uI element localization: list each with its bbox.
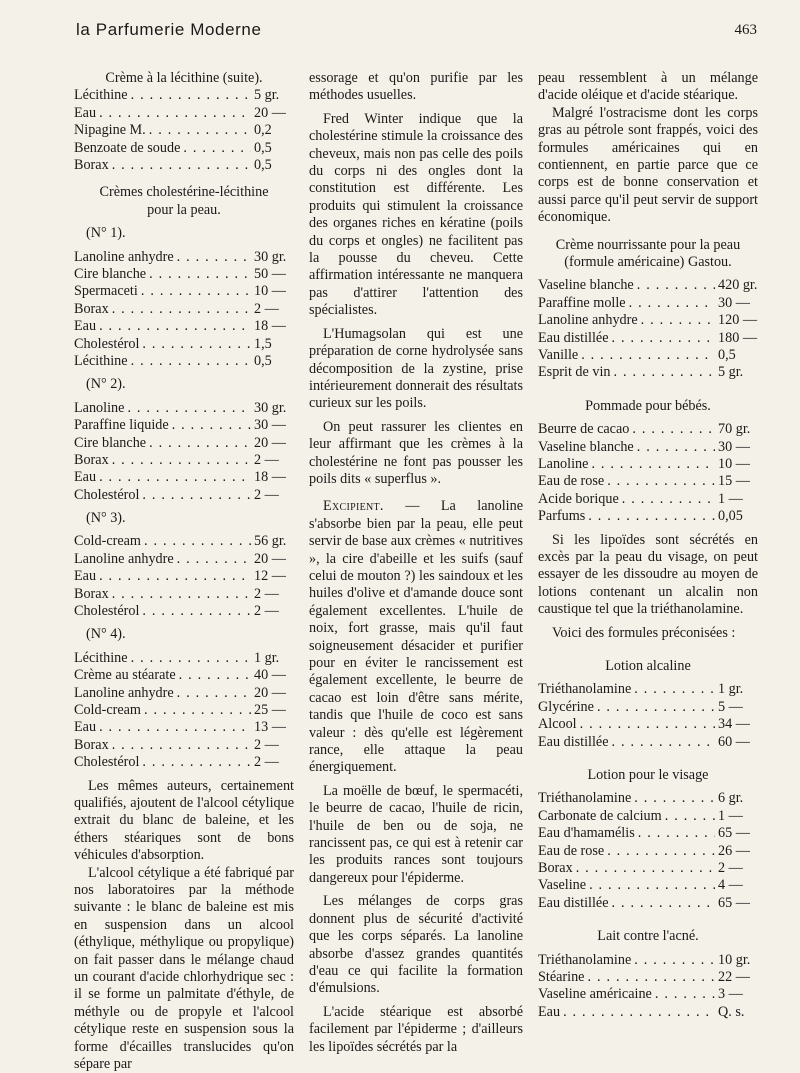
ingredient-quantity: 3 — [718,986,743,1003]
ingredient-name: Eau [74,719,97,736]
formula-number: (N° 4). [86,626,126,643]
leader-dots [112,737,251,754]
ingredient-quantity: 2 — [254,585,279,602]
leader-dots [634,790,715,807]
ingredient-row [538,790,758,807]
ingredient-quantity: 180 — [718,329,758,346]
leader-dots [563,1004,715,1021]
leader-dots [99,719,251,736]
excipient-label: Excipient. [323,498,384,515]
leader-dots [629,295,715,312]
ingredient-name: Eau distillée [538,733,609,750]
ingredient-quantity: 65 — [718,894,750,911]
ingredient-quantity: 18 — [254,469,286,486]
ingredient-name: Borax [74,300,109,317]
ingredient-row [74,400,294,417]
section-title: Crème nourrissante pour la peau [555,236,741,253]
ingredient-name: Eau [74,469,97,486]
ingredient-name: Borax [74,451,109,468]
ingredient-quantity: 2 — [254,451,279,468]
ingredient-row [74,469,294,486]
ingredient-quantity: 0,5 [718,347,736,364]
ingredient-quantity: Q. s. [718,1003,745,1020]
ingredient-row [74,87,294,104]
ingredient-row [538,808,758,825]
ingredient-row [74,551,294,568]
ingredient-row [538,312,758,329]
ingredient-quantity: 420 gr. [718,277,758,294]
ingredient-quantity: 10 — [254,283,286,300]
ingredient-row [538,877,758,894]
ingredient-row [74,737,294,754]
ingredient-row [74,702,294,719]
leader-dots [597,699,715,716]
ingredient-row [538,439,758,456]
ingredient-quantity: 50 — [254,265,286,282]
ingredient-list [74,400,294,504]
leader-dots [99,469,251,486]
section-title: Pommade pour bébés. [585,397,711,414]
ingredient-quantity: 1,5 [254,335,272,352]
ingredient-name: Borax [74,156,109,173]
page-header [0,0,800,66]
ingredient-row [538,734,758,751]
section-title: Crèmes cholestérine-lécithine [99,184,269,201]
ingredient-name: Eau [74,568,97,585]
ingredient-quantity: 60 — [718,733,750,750]
ingredient-quantity: 34 — [718,716,750,733]
leader-dots [637,439,715,456]
leader-dots [99,318,251,335]
ingredient-quantity: 65 — [718,825,750,842]
ingredient-name: Cire blanche [74,265,147,282]
ingredient-row [74,667,294,684]
ingredient-list [538,952,758,1022]
ingredient-name: Stéarine [538,968,585,985]
leader-dots [665,808,715,825]
ingredient-name: Lécithine [74,352,128,369]
ingredient-quantity: 2 — [254,486,279,503]
ingredient-list [74,87,294,174]
paragraph: L'Humagsolan qui est une préparation de corne hydrolysée sans décomposition de la zystine, prise intérieurement donnerait des résultats curieux sur les poils. [309,325,523,412]
ingredient-row [538,347,758,364]
paragraph: La moëlle de bœuf, le spermacéti, le beurre de cacao, l'huile de ricin, l'huile de ben ou de soja, ne rancissent pas, ce qui est à retenir car les produits rances sont toujours dangereux pour l'épiderme. [309,782,523,886]
ingredient-row [538,508,758,525]
leader-dots [177,249,251,266]
leader-dots [632,421,715,438]
ingredient-quantity: 30 — [254,417,286,434]
ingredient-name: Vaseline américaine [538,986,652,1003]
ingredient-row [538,491,758,508]
section-title: Lotion pour le visage [587,766,709,783]
ingredient-name: Spermaceti [74,283,138,300]
leader-dots [141,283,251,300]
ingredient-row [538,421,758,438]
ingredient-row [74,122,294,139]
ingredient-quantity: 15 — [718,473,750,490]
ingredient-name: Eau d'hamamélis [538,825,635,842]
ingredient-quantity: 20 — [254,684,286,701]
ingredient-name: Lanoline anhydre [538,312,638,329]
leader-dots [576,860,715,877]
section-title: Lotion alcaline [605,658,691,674]
ingredient-quantity: 30 gr. [254,399,287,416]
ingredient-quantity: 1 — [718,807,743,824]
leader-dots [149,122,251,139]
leader-dots [179,667,251,684]
ingredient-name: Borax [74,585,109,602]
section-title-cont: (formule américaine) Gastou. [564,254,732,271]
ingredient-row [74,586,294,603]
ingredient-quantity: 2 — [254,603,279,620]
leader-dots [144,702,251,719]
leader-dots [131,87,251,104]
ingredient-name: Lanoline [74,399,125,416]
leader-dots [142,487,251,504]
leader-dots [641,312,715,329]
ingredient-name: Crème au stéarate [74,667,176,684]
column-2 [309,70,523,1056]
ingredient-name: Lanoline [538,456,589,472]
leader-dots [177,551,251,568]
ingredient-row [538,825,758,842]
ingredient-row [74,266,294,283]
ingredient-list [538,277,758,381]
ingredient-row [538,277,758,294]
leader-dots [638,825,715,842]
ingredient-quantity: 2 — [254,754,279,771]
ingredient-row [538,895,758,912]
leader-dots [607,843,715,860]
leader-dots [634,952,715,969]
paragraph: essorage et qu'on purifie par les méthodes usuelles. [309,70,523,104]
ingredient-quantity: 56 gr. [254,533,287,550]
paragraph: Si les lipoïdes sont sécrétés en excès par la peau du visage, on peut essayer de les dissoudre au moyen de lotions contenant un alcalin non caustique tel que la triéthanolamine. [538,531,758,618]
leader-dots [112,586,251,603]
section-title-cont: pour la peau. [147,201,221,218]
ingredient-quantity: 5 gr. [254,87,280,104]
ingredient-name: Eau [538,1003,561,1020]
ingredient-quantity: 30 — [718,294,750,311]
ingredient-row [74,650,294,667]
ingredient-row [74,719,294,736]
ingredient-name: Cholestérol [74,486,140,503]
ingredient-name: Eau distillée [538,329,609,346]
ingredient-row [74,685,294,702]
leader-dots [637,277,715,294]
leader-dots [591,456,715,473]
ingredient-row [74,140,294,157]
ingredient-list [74,650,294,772]
ingredient-row [538,456,758,473]
ingredient-name: Vaseline [538,877,587,894]
ingredient-list [538,421,758,525]
leader-dots [112,301,251,318]
ingredient-name: Lanoline anhydre [74,550,174,567]
leader-dots [112,452,251,469]
paragraph: L'alcool cétylique a été fabriqué par nos laboratoires par la méthode suivante : le blanc de baleine est mis en suspension dans un alcool (éthylique, méthylique ou propylique) on fait passer dans le mélange chaud un courant d'acide chlorhydrique sec : il se forme un palmitate d'éthyle, de méthyle ou de propyle et l'alcool cétylique reste en suspension sous la forme d'écailles translucides qu'on sépare par [74,864,294,1073]
leader-dots [183,140,251,157]
ingredient-name: Eau de rose [538,473,605,490]
ingredient-list [74,533,294,620]
leader-dots [149,266,251,283]
formula-number: (N° 2). [86,376,126,393]
leader-dots [177,685,251,702]
ingredient-row [538,969,758,986]
ingredient-row [538,364,758,381]
ingredient-row [538,1004,758,1021]
paragraph: Les mélanges de corps gras donnent plus de sécurité d'activité que les corps séparés. La lanoline absorbe d'assez grandes quantités d'eau ce qui facilite la formation d'émulsions. [309,893,523,997]
ingredient-name: Cholestérol [74,603,140,620]
leader-dots [612,895,715,912]
ingredient-quantity: 25 — [254,702,286,718]
ingredient-quantity: 10 — [718,456,750,472]
ingredient-name: Cholestérol [74,335,140,352]
ingredient-quantity: 1 gr. [718,681,744,698]
leader-dots [607,473,715,490]
ingredient-quantity: 10 gr. [718,951,751,968]
ingredient-list [538,681,758,751]
leader-dots [131,353,251,370]
ingredient-row [74,283,294,300]
ingredient-name: Triéthanolamine [538,790,632,807]
leader-dots [614,364,715,381]
ingredient-name: Paraffine molle [538,294,626,311]
ingredient-row [74,105,294,122]
leader-dots [99,105,251,122]
excipient-text: — La lanoline s'absorbe bien par la peau, elle peut servir de base aux crèmes « nutritives », la cire d'abeille et les suifs (sauf celui de mouton ?) les saindoux et les huiles d'olive et d'amande douce sont également excellentes. L'huile de noix, fort grasse, mais qu'il faut soigneusement désacider et purifier pour en éviter le rancissement est également excellente, le beurre de cacao est loin d'être sans mérite, tandis que l'huile de coco est sans valeur : dès qu'elle est légèrement rance, elle attaque la peau énergiquement. [309,498,524,776]
ingredient-name: Cold-cream [74,533,141,550]
ingredient-row [538,681,758,698]
ingredient-quantity: 0,5 [254,352,272,369]
ingredient-list [74,249,294,371]
leader-dots [612,734,715,751]
ingredient-row [74,435,294,452]
ingredient-quantity: 20 — [254,434,286,451]
paragraph: Fred Winter indique que la cholestérine stimule la croissance des cheveux, mais non pas celle des poils du corps ni des ongles dont la constitution est différente. Les produits qui stimulent la croissance des organes riches en kératine (poils du corps et ongles) ne facilitent pas la pousse du cheveu. Cette affirmation intéressante ne manquera pas d'attirer l'attention des spécialistes. [309,110,523,319]
ingredient-name: Triéthanolamine [538,951,632,968]
leader-dots [112,157,251,174]
ingredient-name: Paraffine liquide [74,417,169,434]
ingredient-name: Acide borique [538,490,619,507]
ingredient-quantity: 26 — [718,842,750,859]
ingredient-row [74,487,294,504]
leader-dots [144,533,251,550]
leader-dots [172,417,251,434]
formula-number: (N° 1). [86,225,126,242]
ingredient-row [74,533,294,550]
leader-dots [581,347,715,364]
formula-title: Crème à la lécithine (suite). [105,70,263,86]
ingredient-name: Esprit de vin [538,364,611,381]
ingredient-quantity: 0,5 [254,139,272,156]
ingredient-quantity: 2 — [254,300,279,317]
ingredient-name: Triéthanolamine [538,681,632,698]
ingredient-row [538,986,758,1003]
ingredient-name: Cold-cream [74,702,141,718]
ingredient-row [538,699,758,716]
ingredient-name: Beurre de cacao [538,421,630,438]
leader-dots [149,435,251,452]
running-title: la Parfumerie Moderne [76,20,262,39]
leader-dots [612,330,715,347]
ingredient-quantity: 5 — [718,698,743,715]
ingredient-name: Lécithine [74,649,128,666]
leader-dots [142,603,251,620]
leader-dots [127,400,251,417]
ingredient-quantity: 12 — [254,568,286,585]
paragraph: Voici des formules préconisées : [552,624,736,641]
formula-number: (N° 3). [86,510,126,527]
paragraph: Malgré l'ostracisme dont les corps gras au pétrole sont frappés, voici des formules américaines qui en contiennent, en partie parce que ce corps est de bonne conservation et aussi parce qu'il peut servir de support économique. [538,104,758,226]
leader-dots [142,336,251,353]
ingredient-name: Alcool [538,716,577,733]
ingredient-name: Vaseline blanche [538,277,634,294]
leader-dots [587,969,715,986]
ingredient-name: Eau [74,318,97,335]
paragraph-excipient [309,498,523,777]
ingredient-name: Eau [74,104,97,121]
ingredient-quantity: 2 — [718,859,743,876]
section-title: Lait contre l'acné. [597,928,699,945]
ingredient-quantity: 1 — [718,490,743,507]
ingredient-row [74,754,294,771]
ingredient-name: Cholestérol [74,754,140,771]
ingredient-name: Lécithine [74,87,128,104]
column-1 [74,70,294,1073]
paragraph: peau ressemblent à un mélange d'acide oléique et d'acide stéarique. [538,70,758,104]
page-number: 463 [734,22,757,38]
ingredient-name: Benzoate de soude [74,139,181,156]
ingredient-list [538,790,758,912]
ingredient-quantity: 0,5 [254,156,272,173]
ingredient-quantity: 20 — [254,550,286,567]
ingredient-row [74,318,294,335]
leader-dots [622,491,715,508]
ingredient-quantity: 6 gr. [718,790,744,807]
ingredient-row [74,452,294,469]
leader-dots [588,508,715,525]
ingredient-row [538,952,758,969]
ingredient-row [538,295,758,312]
ingredient-quantity: 5 gr. [718,364,744,381]
leader-dots [655,986,715,1003]
ingredient-name: Borax [74,736,109,753]
ingredient-quantity: 4 — [718,877,743,894]
ingredient-name: Carbonate de calcium [538,807,662,824]
ingredient-name: Nipagine M. [74,122,146,139]
paragraph: Les mêmes auteurs, certainement qualifiés, ajoutent de l'alcool cétylique extrait du blanc de baleine, et les éthers stéariques sont de bons véhicules d'absorption. [74,777,294,864]
ingredient-row [74,157,294,174]
ingredient-row [74,353,294,370]
ingredient-name: Parfums [538,508,586,525]
ingredient-quantity: 20 — [254,104,286,121]
leader-dots [99,568,251,585]
ingredient-quantity: 1 gr. [254,649,280,666]
paragraph: L'acide stéarique est absorbé facilement par l'épiderme ; d'ailleurs les lipoïdes sécrétés par la [309,1003,523,1055]
ingredient-row [74,336,294,353]
ingredient-quantity: 30 gr. [254,248,287,265]
ingredient-quantity: 30 — [718,438,750,455]
ingredient-quantity: 2 — [254,736,279,753]
column-3 [538,70,758,1021]
ingredient-quantity: 18 — [254,318,286,335]
ingredient-quantity: 120 — [718,312,758,329]
ingredient-row [74,603,294,620]
ingredient-name: Eau distillée [538,894,609,911]
ingredient-name: Cire blanche [74,434,147,451]
ingredient-quantity: 40 — [254,667,286,684]
ingredient-row [538,330,758,347]
ingredient-row [538,843,758,860]
ingredient-row [74,249,294,266]
ingredient-name: Lanoline anhydre [74,248,174,265]
ingredient-row [74,568,294,585]
ingredient-row [538,716,758,733]
leader-dots [580,716,715,733]
ingredient-name: Eau de rose [538,842,605,859]
leader-dots [142,754,251,771]
ingredient-name: Vanille [538,347,579,364]
ingredient-row [74,417,294,434]
ingredient-quantity: 22 — [718,968,750,985]
ingredient-name: Vaseline blanche [538,438,634,455]
ingredient-name: Lanoline anhydre [74,684,174,701]
ingredient-row [538,860,758,877]
ingredient-name: Borax [538,859,573,876]
ingredient-row [538,473,758,490]
ingredient-quantity: 70 gr. [718,421,751,438]
ingredient-row [74,301,294,318]
ingredient-quantity: 0,05 [718,508,743,525]
paragraph: On peut rassurer les clientes en leur affirmant que les crèmes à la cholestérine ne font pas pousser les poils dits « superflus ». [309,418,523,487]
ingredient-name: Glycérine [538,698,594,715]
ingredient-quantity: 0,2 [254,122,272,139]
ingredient-quantity: 13 — [254,719,286,736]
leader-dots [131,650,251,667]
leader-dots [634,681,715,698]
leader-dots [589,877,715,894]
